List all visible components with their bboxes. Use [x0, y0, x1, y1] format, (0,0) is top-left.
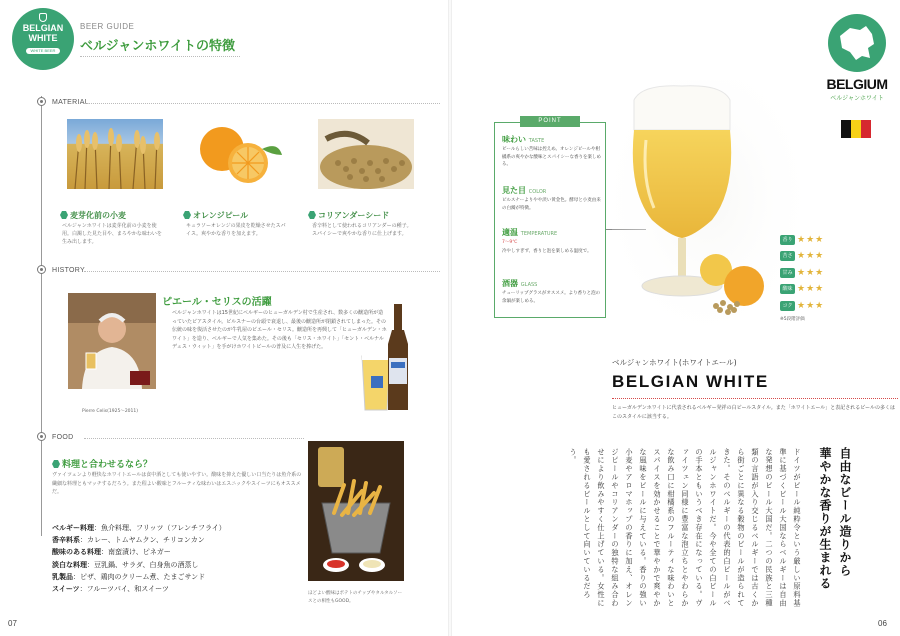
- divider: [84, 271, 440, 272]
- food-intro: ヴァイツェンより軽快なホワイトエールは食中酒としても使いやすい。酸味を抑えた優しい口当たりは魚介系の繊細な料理ともマッチするだろう。また程よい酸味とフルーティな味わいはエスニックやスイーツにもオススメだ。: [52, 472, 302, 495]
- divider: [80, 56, 240, 57]
- list-item: 乳製品：ピザ、鶏肉のクリーム煮、たまごサンド: [52, 572, 206, 581]
- hexagon-icon: [52, 460, 60, 468]
- belgian-white-badge: [12, 8, 74, 70]
- rating-label: 酸味: [780, 284, 795, 294]
- history-text: ベルジャンホワイトは15世紀にベルギーのヒューガルデン村で生産され、数多くの醸造所が造っていたビアスタイル。ピルスナーの台頭で衰退し、最後の醸造所が閉鎖されてしまった。その伝統の味を復活させたのが牛乳屋のピエール・セリス。醸造所を再興して「ヒューガルデン・ホワイト」を造り、ベルギーで人気を集めた。その後も「セリス・ホワイト」「セント・ベルナルデュス・ウィット」を手がけホワイトビールの普及に人生を捧げた。: [172, 310, 387, 351]
- point-text: ビールらしい苦味は控えめ。オレンジピールや柑橘系の爽やかな酸味とスパイシーな香りを楽しめる。: [502, 147, 601, 167]
- list-item: 酸味のある料理：南蛮漬け、ピネガー: [52, 548, 171, 557]
- glass-icon: [39, 13, 47, 22]
- guide-title: ベルジャンホワイトの特徴: [80, 39, 236, 54]
- belgium-flag-icon: [841, 120, 871, 138]
- star-icon: ★★★: [797, 267, 825, 278]
- page-number-left: 07: [8, 619, 17, 628]
- point-en: TASTE: [528, 138, 545, 144]
- page-number-right: 06: [878, 619, 887, 628]
- list-item: ベルギー料理：魚介料理、フリッツ（フレンチフライ）: [52, 524, 226, 532]
- material-title-coriander: コリアンダーシード: [308, 210, 389, 221]
- point-head: 見た目: [502, 186, 526, 195]
- section-dot: [37, 265, 46, 274]
- material-text-coriander: 香辛料として使われるコリアンダーの種子。スパイシーで爽やかな香りに仕上げます。: [312, 223, 412, 237]
- coriander-image: [318, 119, 414, 189]
- pierre-celis-photo: [68, 293, 156, 389]
- material-text-orange: キュラソーオレンジの果皮を乾燥させたスパイス。爽やかな香りを加えます。: [186, 223, 286, 237]
- page-gutter: [448, 0, 452, 636]
- point-en: COLOR: [528, 189, 547, 195]
- point-head: 味わい: [502, 135, 526, 144]
- section-label-material: MATERIAL: [52, 99, 89, 106]
- food-photo-caption: ほどよい酸味はポテトのチップやタルタルソースとの相性もGOOD。: [308, 591, 403, 604]
- point-head: 酒器: [502, 279, 518, 288]
- rating-row: [780, 262, 824, 279]
- point-temp: 7～9℃: [502, 240, 518, 245]
- point-text: ピルスナーよりやや淡い黄金色。酵母と小麦由来の白濁が特徴。: [502, 198, 601, 211]
- list-item: 香辛料系：カレー、トムヤムクン、チリコンカン: [52, 536, 205, 545]
- hexagon-icon: [308, 211, 316, 219]
- section-label-history: HISTORY: [52, 267, 85, 274]
- material-text-wheat: ベルジャンホワイトは麦芽化前の小麦を使用。白濁した見た目や、まろやかな味わいを生み出します。: [62, 223, 162, 245]
- material-title-orange: オレンジピール: [183, 210, 248, 221]
- beer-glass-image: [612, 80, 802, 340]
- wheat-image: [67, 119, 163, 189]
- headline-line1: 自由なビール造りから: [838, 447, 852, 577]
- section-dot: [37, 432, 46, 441]
- point-tag: POINT: [520, 116, 580, 127]
- point-glass: [502, 278, 602, 305]
- country-name: BELGIUM: [826, 76, 888, 92]
- point-en: TEMPERATURE: [520, 231, 558, 237]
- rating-label: 甘み: [780, 268, 795, 278]
- food-title: 料理と合わせるなら？: [52, 457, 152, 470]
- star-icon: ★★★: [797, 251, 825, 261]
- style-title: BELGIAN WHITE: [612, 372, 769, 391]
- material-title-wheat: 麦芽化前の小麦: [60, 210, 126, 221]
- star-icon: ★★★: [797, 284, 825, 294]
- star-icon: ★★★: [797, 300, 825, 311]
- hoegaarden-glass-and-bottle-image: [356, 300, 416, 415]
- style-description: ヒューガルデンホワイトに代表されるベルギー発祥の白ビールスタイル。また「ホワイトエール」と表記されるビールの多くはこのスタイルに該当する。: [612, 405, 895, 420]
- headline-line2: 華やかな香りが生まれる: [818, 447, 832, 590]
- divider: [84, 103, 440, 104]
- rating-row: [780, 295, 824, 312]
- rating-chart: [780, 229, 824, 312]
- hexagon-icon: [60, 211, 68, 219]
- point-temperature: [502, 227, 602, 255]
- point-text: 冷やしすぎず、香りと泡を楽しめる温度で。: [502, 248, 592, 254]
- rating-label: 香り: [780, 235, 795, 245]
- rating-note: ※5段階評価: [780, 317, 805, 322]
- body-text: ドイツがビール純粋令という厳しい原料基準に基づくビール大国ならベルギーは自由な発想のビール大国だ。二つの民族と三種類の言語が入り交じるベルギーでは古くから街ごとに異なる穀物のビールが造られてきた。そのベルギーの代表的白ビールがベルジャンホワイトだ。今や全ての白ビールの手本ともいうべき存在になっている。ヴァイツェン同様に豊富な泡立ちとやわらかな飲み口に柑橘系のフルーティな味わいとスパイスを効かせることで華やかで爽やかな風味をビールに与えている。香りの強い小麦やアロマホップの香りに加え、オレンジピールやコリアンダーの独特な組み合わせにより飲みやすく仕上げている。女性にも愛されるビールとして向いているだろう。: [569, 448, 802, 608]
- list-item: スイーツ：フルーツパイ、和スイーツ: [52, 585, 169, 594]
- star-icon: ★★★: [797, 234, 825, 245]
- point-en: GLASS: [520, 282, 538, 288]
- section-dot: [37, 97, 46, 106]
- divider: [84, 438, 304, 439]
- badge-line3: WHITE BEER: [26, 48, 60, 54]
- style-subtitle: ベルジャンホワイト(ホワイトエール): [612, 358, 737, 367]
- fries-photo: [308, 441, 404, 581]
- rating-row: [780, 246, 824, 263]
- food-pairing-list: [52, 522, 302, 595]
- badge-line1: BELGIAN: [22, 23, 64, 33]
- point-taste: [502, 134, 602, 169]
- rating-row: [780, 279, 824, 296]
- rating-label: 苦さ: [780, 251, 795, 261]
- hexagon-icon: [183, 211, 191, 219]
- timeline-line: [41, 96, 42, 536]
- point-color: [502, 185, 602, 212]
- guide-label: BEER GUIDE: [80, 22, 135, 31]
- divider: [612, 398, 898, 399]
- section-label-food: FOOD: [52, 434, 74, 441]
- list-item: 淡白な料理：豆乳鍋、サラダ、白身魚の酒蒸し: [52, 560, 199, 569]
- country-sub: ベルジャンホワイト: [830, 95, 884, 102]
- rating-label: コク: [780, 301, 795, 311]
- badge-line2: WHITE: [28, 33, 58, 43]
- point-text: チューリップグラスがオススメ。より香りと泡の余韻が楽しめる。: [502, 291, 601, 304]
- rating-row: [780, 229, 824, 246]
- history-title: ピエール・セリスの活躍: [162, 297, 272, 308]
- belgium-map-badge: [828, 14, 886, 72]
- orange-image: [192, 119, 288, 189]
- photo-caption: Pierre Celis(1925～2011): [82, 409, 139, 414]
- belgium-map-icon: [840, 26, 874, 60]
- point-head: 適温: [502, 228, 518, 237]
